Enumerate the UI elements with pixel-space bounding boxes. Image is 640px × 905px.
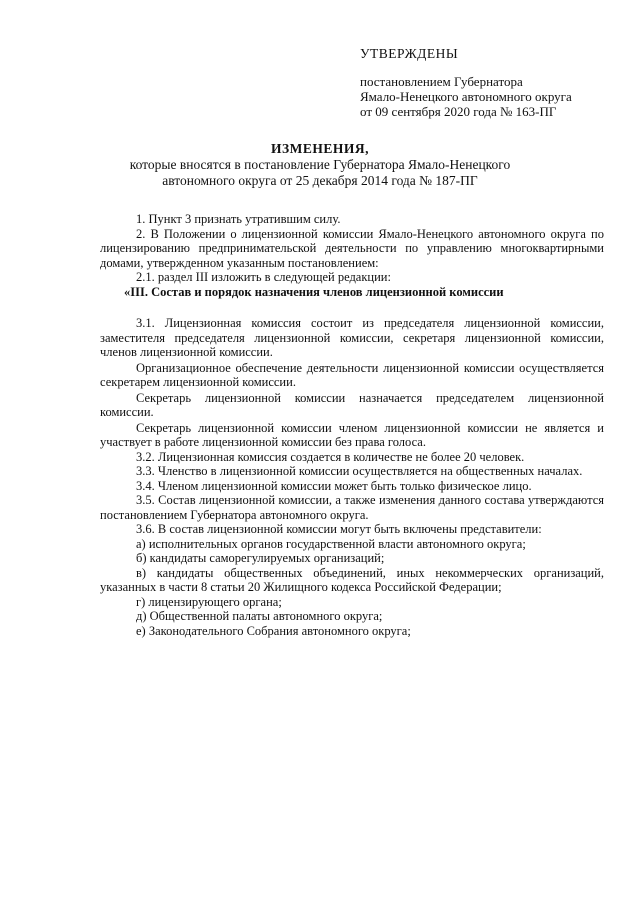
paragraph-3-1-org: Организационное обеспечение деятельности лицензионной комиссии осуществляется секретарем лицензионной комиссии. (100, 360, 604, 389)
list-item-e: е) Законодательного Собрания автономного округа; (136, 623, 411, 638)
approval-block (360, 46, 620, 119)
list-item-d: д) Общественной палаты автономного округа; (136, 609, 383, 623)
list-item-b: б) кандидаты саморегулируемых организаций; (136, 551, 385, 565)
approval-title: УТВЕРЖДЕНЫ (360, 46, 459, 61)
approval-line-1: постановлением Губернатора (360, 74, 523, 89)
document-body (100, 212, 604, 638)
section-title: «III. Состав и порядок назначения членов лицензионной комиссии (124, 284, 504, 299)
paragraph-1: 1. Пункт 3 признать утратившим силу. (136, 212, 341, 226)
list-item-a: а) исполнительных органов государственной власти автономного округа; (136, 536, 526, 551)
paragraph-2: 2. В Положении о лицензионной комиссии Ямало-Ненецкого автономного округа по лицензированию предпринимательской деятельности по управлению многоквартирными домами, утвержденном указанным постановлением: (100, 226, 604, 270)
document-heading (100, 141, 540, 189)
section-spacer (100, 299, 604, 316)
paragraph-3-1-secretary: Секретарь лицензионной комиссии назначается председателем лицензионной комиссии. (100, 390, 604, 419)
approval-line-3: от 09 сентября 2020 года № 163-ПГ (360, 104, 557, 119)
paragraph-3-1-secretary-vote: Секретарь лицензионной комиссии членом лицензионной комиссии не является и участвует в работе лицензионной комиссии без права голоса. (100, 420, 604, 449)
paragraph-3-4: 3.4. Членом лицензионной комиссии может быть только физическое лицо. (136, 478, 532, 493)
paragraph-2-1: 2.1. раздел III изложить в следующей редакции: (136, 270, 391, 284)
paragraph-3-3: 3.3. Членство в лицензионной комиссии осуществляется на общественных началах. (136, 464, 583, 478)
paragraph-3-6: 3.6. В состав лицензионной комиссии могут быть включены представители: (136, 522, 542, 536)
paragraph-3-1: 3.1. Лицензионная комиссия состоит из председателя лицензионной комиссии, заместителя председателя лицензионной комиссии, секретаря лицензионной комиссии, членов лицензионной комиссии. (100, 316, 604, 359)
list-item-g: г) лицензирующего органа; (136, 594, 282, 609)
paragraph-3-5: 3.5. Состав лицензионной комиссии, а также изменения данного состава утверждаются постановлением Губернатора автономного округа. (100, 493, 604, 522)
heading-subtitle: которые вносятся в постановление Губернатора Ямало-Ненецкого автономного округа от 25 декабря 2014 года № 187-ПГ (129, 157, 511, 188)
list-item-v: в) кандидаты общественных объединений, иных некоммерческих организаций, указанных в части 8 статьи 20 Жилищного кодекса Российской Федерации; (100, 565, 604, 594)
paragraph-3-2: 3.2. Лицензионная комиссия создается в количестве не более 20 человек. (136, 449, 525, 464)
heading-title: ИЗМЕНЕНИЯ, (270, 141, 369, 156)
approval-line-2: Ямало-Ненецкого автономного округа (360, 89, 572, 104)
